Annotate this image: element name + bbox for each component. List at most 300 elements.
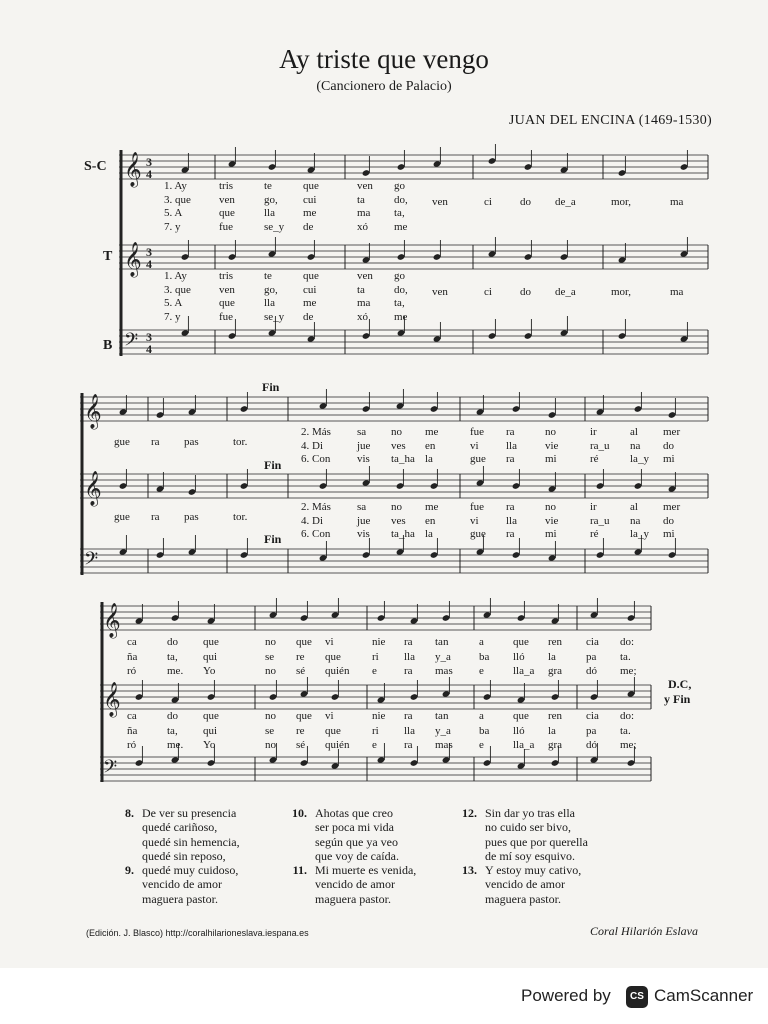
lyric-syllable: tan [435, 636, 449, 648]
lyric-syllable: tris [219, 270, 234, 282]
lyric-syllable: al [630, 501, 638, 513]
lyric-syllable: ta, [167, 650, 178, 663]
lyric-syllable: me. [167, 665, 184, 677]
lyric-syllable: ña [127, 724, 138, 737]
lyric-refrain-syllable: do [520, 196, 531, 208]
lyric-syllable: cia [586, 636, 599, 648]
lyric-syllable: ra [151, 511, 160, 523]
lyric-syllable: lla [506, 439, 517, 452]
lyric-syllable: y_a [435, 724, 451, 737]
verse-text: Y estoy muy cativo, [485, 863, 582, 878]
lyric-syllable: pas [184, 511, 199, 523]
lyric-syllable: vi [470, 514, 479, 527]
verse-line [112, 806, 240, 820]
verse-text: según que ya veo [315, 834, 398, 849]
lyric-syllable: se_y [264, 220, 285, 233]
stanza-label: 5. A [164, 297, 183, 309]
verse-number: 13. [462, 863, 477, 878]
verse-number: 11. [292, 863, 307, 878]
lyric-syllable: mer [663, 426, 681, 438]
verse-line [455, 877, 588, 891]
lyric-syllable: jue [357, 439, 371, 452]
lyric-syllable: que [325, 724, 341, 737]
verse-line [455, 820, 588, 834]
lyric-syllable: ña [127, 650, 138, 663]
lyric-syllable: mi [663, 453, 675, 465]
lyric-syllable: mi [545, 453, 557, 465]
lyric-syllable: do [663, 514, 674, 527]
verse-text: Ahotas que creo [315, 806, 393, 820]
lyric-syllable: que [203, 710, 219, 722]
lyric-syllable: ra_u [590, 439, 610, 452]
lyric-syllable: e [479, 665, 484, 677]
verse-line [112, 820, 240, 834]
part-label-sc: S-C [84, 159, 107, 174]
verse-number [455, 892, 485, 906]
lyric-syllable: en [425, 514, 436, 527]
lyric-syllable: no [265, 739, 276, 751]
lyric-syllable: la_y [630, 453, 649, 465]
verse-number [285, 820, 315, 834]
subtitle: (Cancionero de Palacio) [316, 79, 452, 94]
lyric-syllable: quién [325, 665, 350, 677]
verse-text: quedé cariñoso, [142, 820, 218, 835]
lyric-syllable: no [545, 426, 556, 438]
lyric-syllable: re [296, 724, 305, 737]
lyric-syllable: sa [357, 426, 367, 438]
verse-text: quedé sin hemencia, [142, 834, 240, 849]
lyric-syllable: ven [219, 193, 235, 206]
verse-text: que voy de caída. [315, 848, 399, 863]
lyric-refrain-syllable: mor, [611, 286, 632, 298]
lyric-refrain-syllable: ma [670, 286, 684, 298]
lyric-syllable: na [630, 439, 641, 452]
verse-line [112, 863, 240, 877]
verse-text: Sin dar yo tras ella [485, 806, 575, 820]
time-sig-t-num: 3 [146, 245, 152, 259]
lyric-syllable: pa [586, 724, 597, 737]
lyric-syllable: ra [404, 665, 413, 677]
verse-number: 10. [292, 806, 307, 820]
lyric-syllable: que [325, 650, 341, 663]
lyric-syllable: na [630, 514, 641, 527]
lyric-syllable: ra [404, 710, 413, 722]
verse-text: vencido de amor [485, 877, 565, 892]
stanza-label: 7. y [164, 310, 181, 323]
lyric-refrain-syllable: de_a [555, 286, 576, 298]
lyric-syllable: no [545, 501, 556, 513]
lyric-syllable: fue [219, 310, 234, 323]
verse-text: maguera pastor. [315, 891, 391, 906]
time-sig-sc-num: 3 [146, 155, 152, 169]
lyric-refrain-syllable: ma [670, 196, 684, 208]
time-sig-b-num: 3 [146, 330, 152, 344]
lyric-syllable: vis [357, 528, 370, 540]
lyric-syllable: vis [357, 453, 370, 465]
verse-number [285, 849, 315, 863]
lyric-syllable: a [479, 636, 484, 648]
stanza-label: 2. Más [301, 501, 331, 513]
lyric-syllable: que [513, 636, 529, 648]
lyric-syllable: lla_a [513, 739, 535, 751]
lyric-syllable: Yo [203, 665, 216, 677]
lyric-refrain-syllable: ci [484, 196, 492, 208]
lyric-syllable: re [296, 650, 305, 663]
lyric-syllable: me [303, 297, 317, 309]
lyric-syllable: ven [219, 283, 235, 296]
lyric-syllable: lla [506, 514, 517, 527]
lyric-syllable: do, [394, 283, 408, 296]
verse-number: 9. [125, 863, 134, 878]
lyric-syllable: lla [264, 207, 275, 219]
lyric-syllable: go [394, 270, 405, 282]
verse-number [112, 877, 142, 891]
lyric-syllable: cui [303, 193, 317, 206]
lyric-syllable: que [219, 297, 235, 309]
lyric-syllable: te [264, 270, 272, 282]
verse-text: vencido de amor [315, 877, 395, 892]
stanza-label: 1. Ay [164, 180, 187, 192]
lyric-syllable: me [425, 426, 439, 438]
time-sig-t-den: 4 [146, 257, 152, 271]
lyric-syllable: do, [394, 193, 408, 206]
part-label-t: T [103, 249, 113, 264]
lyric-syllable: ta, [394, 207, 405, 219]
verse-text: ser poca mi vida [315, 820, 394, 835]
lyric-syllable: nie [372, 710, 386, 722]
lyric-refrain-syllable: mor, [611, 196, 632, 208]
lyric-syllable: la [425, 528, 433, 540]
lyric-syllable: do [663, 439, 674, 452]
lyric-syllable: do: [620, 636, 635, 648]
lyric-syllable: go [394, 180, 405, 192]
stanza-label: 1. Ay [164, 270, 187, 282]
edition-credit: (Edición. J. Blasco) http://coralhilarioneslava.iespana.es [86, 928, 309, 938]
lyric-syllable: se_y [264, 310, 285, 323]
lyric-syllable: que [296, 710, 312, 722]
lyric-syllable: ir [590, 426, 597, 438]
lyric-syllable: ri [372, 650, 379, 663]
bass-clef-b-3: 𝄢 [103, 757, 118, 782]
lyric-syllable: a [479, 710, 484, 722]
verse-text: maguera pastor. [142, 891, 218, 906]
stanza-label: 4. Di [301, 514, 323, 527]
lyric-syllable: ta, [394, 297, 405, 309]
stanza-label: 6. Con [301, 453, 331, 465]
lyric-syllable: lla [264, 297, 275, 309]
lyric-syllable: la [548, 650, 556, 663]
lyric-syllable: ra [506, 528, 515, 540]
lyric-syllable: ma [357, 297, 371, 309]
lyric-syllable: que [203, 636, 219, 648]
camscanner-logo-icon: CS [626, 986, 648, 1008]
lyric-syllable: dó [586, 665, 597, 677]
lyric-syllable: go, [264, 193, 278, 206]
verse-number [455, 835, 485, 849]
lyric-syllable: xó [357, 310, 368, 323]
lyric-syllable: ca [127, 636, 137, 648]
lyric-syllable: en [425, 439, 436, 452]
lyric-syllable: ta, [167, 724, 178, 737]
verse-text: vencido de amor [142, 877, 222, 892]
lyric-syllable: que [296, 636, 312, 648]
lyric-syllable: me. [167, 739, 184, 751]
verse-text: pues que por querella [485, 834, 588, 849]
lyric-syllable: gue [470, 453, 486, 465]
lyric-syllable: que [513, 710, 529, 722]
verse-number [285, 835, 315, 849]
lyric-syllable: ta_ha [391, 528, 415, 540]
lyric-syllable: no [391, 426, 402, 438]
verse-number: 12. [462, 806, 477, 820]
verse-text: De ver su presencia [142, 806, 237, 820]
lyric-syllable: que [303, 180, 319, 192]
lyric-syllable: ven [357, 270, 373, 282]
lyric-syllable: se [265, 724, 275, 737]
verse-number [455, 849, 485, 863]
treble-clef-sc-2: 𝄞 [84, 394, 102, 429]
stanza-label: 4. Di [301, 439, 323, 452]
verse-text: no cuido ser bivo, [485, 820, 571, 835]
lyric-syllable: lló [513, 724, 525, 737]
lyric-syllable: la [548, 724, 556, 737]
lyric-syllable: vi [325, 710, 334, 722]
lyric-syllable: cia [586, 710, 599, 722]
lyric-syllable: do: [620, 710, 635, 722]
treble-clef-sc-3: 𝄞 [103, 603, 121, 638]
stanza-label: 6. Con [301, 528, 331, 540]
lyric-syllable: la [425, 453, 433, 465]
lyric-syllable: me [394, 220, 408, 233]
treble-clef-sc-1: 𝄞 [124, 152, 142, 187]
lyric-syllable: ba [479, 650, 490, 663]
bass-clef-b-2: 𝄢 [84, 549, 99, 574]
lyric-syllable: go, [264, 283, 278, 296]
treble-clef-t-3: 𝄞 [103, 682, 121, 717]
lyric-syllable: sé [296, 739, 306, 751]
lyric-syllable: vie [545, 439, 559, 452]
lyric-refrain-syllable: ven [432, 286, 448, 298]
verse-number [285, 892, 315, 906]
lyric-syllable: mi [663, 528, 675, 540]
powered-by-text: Powered by [521, 986, 611, 1005]
stanza-label: 3. que [164, 283, 191, 296]
verse-text: maguera pastor. [485, 891, 561, 906]
treble-clef-t-2: 𝄞 [84, 471, 102, 506]
lyric-syllable: ren [548, 636, 563, 648]
lyric-syllable: gue [470, 528, 486, 540]
verse-text: Mi muerte es venida, [315, 863, 417, 878]
dc-label-2: y Fin [664, 692, 691, 706]
lyric-syllable: la_y [630, 528, 649, 540]
lyric-syllable: tan [435, 710, 449, 722]
verse-line [285, 892, 416, 906]
lyric-refrain-syllable: de_a [555, 196, 576, 208]
verse-line [455, 835, 588, 849]
verses-column-2 [285, 806, 416, 906]
verse-line [285, 835, 416, 849]
lyric-refrain-syllable: ci [484, 286, 492, 298]
camscanner-name: CamScanner [654, 986, 754, 1005]
lyric-syllable: no [265, 710, 276, 722]
lyric-syllable: e [479, 739, 484, 751]
lyric-syllable: se [265, 650, 275, 663]
lyric-syllable: ró [127, 739, 137, 751]
verse-line [112, 849, 240, 863]
verse-number [285, 877, 315, 891]
lyric-syllable: nie [372, 636, 386, 648]
lyric-syllable: no [265, 636, 276, 648]
verses-column-3 [455, 806, 588, 906]
lyric-syllable: me; [620, 665, 637, 677]
stanza-label: 2. Más [301, 426, 331, 438]
lyric-syllable: ta [357, 193, 365, 206]
verse-number [112, 892, 142, 906]
lyric-refrain-syllable: ven [432, 196, 448, 208]
lyric-syllable: tor. [233, 511, 248, 523]
lyric-refrain-syllable: do [520, 286, 531, 298]
time-sig-b-den: 4 [146, 342, 152, 356]
lyric-syllable: mas [435, 665, 453, 677]
lyric-syllable: de [303, 310, 314, 323]
lyric-syllable: jue [357, 514, 371, 527]
lyric-syllable: vie [545, 514, 559, 527]
lyric-syllable: gra [548, 665, 563, 677]
verse-number: 8. [125, 806, 134, 820]
lyric-syllable: ma [357, 207, 371, 219]
lyric-syllable: ré [590, 453, 599, 465]
lyric-syllable: qui [203, 650, 218, 663]
lyric-syllable: ró [127, 665, 137, 677]
lyric-syllable: do [167, 636, 178, 648]
lyric-syllable: de [303, 220, 314, 233]
lyric-syllable: que [219, 207, 235, 219]
choir-credit: Coral Hilarión Eslava [589, 924, 698, 938]
lyric-syllable: e [372, 739, 377, 751]
verse-line [455, 849, 588, 863]
dc-label-1: D.C, [668, 677, 692, 691]
lyric-syllable: ta. [620, 724, 631, 737]
lyric-syllable: pas [184, 436, 199, 448]
lyric-syllable: ra [506, 453, 515, 465]
lyric-syllable: mer [663, 501, 681, 513]
verse-line [455, 806, 588, 820]
lyric-syllable: ta [357, 283, 365, 296]
lyric-syllable: sa [357, 501, 367, 513]
lyric-syllable: qui [203, 724, 218, 737]
lyric-syllable: te [264, 180, 272, 192]
lyric-syllable: ra [404, 739, 413, 751]
lyric-syllable: gue [114, 511, 130, 523]
verse-line [285, 806, 416, 820]
verses-column-1 [112, 806, 240, 906]
lyric-syllable: e [372, 665, 377, 677]
verse-text: de mí soy esquivo. [485, 848, 575, 863]
verse-line [112, 892, 240, 906]
lyric-syllable: ra [151, 436, 160, 448]
lyric-syllable: ra [404, 636, 413, 648]
lyric-syllable: Yo [203, 739, 216, 751]
bass-clef-b-1: 𝄢 [124, 330, 139, 355]
lyric-syllable: ra [506, 426, 515, 438]
fin-marker-3: Fin [264, 532, 282, 546]
lyric-syllable: me [394, 310, 408, 323]
lyric-syllable: ré [590, 528, 599, 540]
lyric-syllable: gue [114, 436, 130, 448]
lyric-syllable: do [167, 710, 178, 722]
verse-line [285, 849, 416, 863]
verse-number [455, 820, 485, 834]
lyric-syllable: que [303, 270, 319, 282]
lyric-syllable: mi [545, 528, 557, 540]
verse-number [455, 877, 485, 891]
lyric-syllable: me [303, 207, 317, 219]
lyric-syllable: tris [219, 180, 234, 192]
lyric-syllable: ves [391, 439, 406, 452]
lyric-syllable: no [391, 501, 402, 513]
fin-marker-2: Fin [264, 458, 282, 472]
lyric-syllable: xó [357, 220, 368, 233]
lyric-syllable: lla [404, 650, 415, 663]
verse-line [285, 877, 416, 891]
lyric-syllable: ta_ha [391, 453, 415, 465]
lyric-syllable: ra [506, 501, 515, 513]
verse-number [112, 820, 142, 834]
lyric-syllable: ta. [620, 650, 631, 663]
lyric-syllable: no [265, 665, 276, 677]
lyric-syllable: ba [479, 724, 490, 737]
lyric-syllable: ra_u [590, 514, 610, 527]
stanza-label: 3. que [164, 193, 191, 206]
stanza-label: 7. y [164, 220, 181, 233]
part-label-b: B [103, 338, 113, 353]
lyric-syllable: ri [372, 724, 379, 737]
verse-line [112, 835, 240, 849]
verse-text: quedé sin reposo, [142, 848, 226, 863]
verse-number [112, 835, 142, 849]
lyric-syllable: gra [548, 739, 563, 751]
lyric-syllable: mas [435, 739, 453, 751]
treble-clef-t-1: 𝄞 [124, 242, 142, 277]
page-title: Ay triste que vengo [279, 44, 489, 74]
verse-line [285, 863, 416, 877]
verse-text: quedé muy cuidoso, [142, 863, 239, 878]
lyric-syllable: lla [404, 724, 415, 737]
lyric-syllable: quién [325, 739, 350, 751]
lyric-syllable: ves [391, 514, 406, 527]
lyric-syllable: vi [325, 636, 334, 648]
lyric-syllable: fue [470, 501, 485, 513]
lyric-syllable: fue [470, 426, 485, 438]
lyric-syllable: y_a [435, 650, 451, 663]
lyric-syllable: sé [296, 665, 306, 677]
fin-marker-1: Fin [262, 380, 280, 394]
lyric-syllable: me; [620, 739, 637, 751]
scanner-footer [0, 968, 768, 1024]
lyric-syllable: ir [590, 501, 597, 513]
lyric-syllable: fue [219, 220, 234, 233]
lyric-syllable: cui [303, 283, 317, 296]
verse-number [112, 849, 142, 863]
time-sig-sc-den: 4 [146, 167, 152, 181]
lyric-syllable: vi [470, 439, 479, 452]
lyric-syllable: pa [586, 650, 597, 663]
verse-line [455, 892, 588, 906]
lyric-syllable: dó [586, 739, 597, 751]
lyric-syllable: ca [127, 710, 137, 722]
verse-line [112, 877, 240, 891]
stanza-label: 5. A [164, 207, 183, 219]
